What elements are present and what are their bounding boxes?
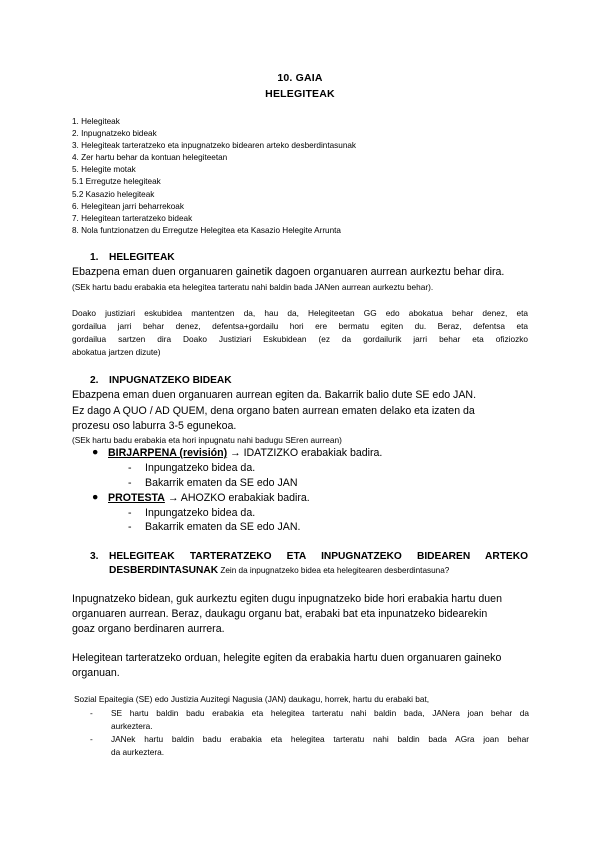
dash-item-line: SE hartu baldin badu erabakia eta helegitea tarteratu nahi baldin bada, JANera joan behar da [111,708,529,718]
bullet-label: BIRJARPENA (revisión) [108,447,228,459]
paragraph-line: abokatua jartzen dizute) [72,347,161,357]
paragraph-line: Doako justiziari eskubidea mantentzen da, hau da, Helegiteetan GG edo abokatua behar denez, eta [72,308,528,318]
document-title: HELEGITEAK [265,88,335,100]
paragraph-line: organuan. [72,667,120,679]
document-title-number: 10. GAIA [277,72,323,84]
section-title: DESBERDINTASUNAK [109,565,219,576]
dash-item [111,707,529,732]
section-heading-desberdintasunak [90,550,528,578]
paragraph: prozesu oso laburra 3-5 egunekoa. [72,420,237,432]
paragraph-line: gordailua sartzen dira Doako Justiziari Eskubidean (ez da gordailurik jarri behar eta ofiziozko [72,334,528,344]
toc-item: 2. Inpugnatzeko bideak [72,129,157,139]
dash-item-line: aurkeztera. [111,720,153,731]
paragraph: Ebazpena eman duen organuaren gainetik dagoen organuaren aurrean aurkeztu behar dira. [72,266,505,278]
toc-item: 5. Helegite motak [72,165,136,175]
toc-item: 1. Helegiteak [72,117,120,126]
sub-item: Inpungatzeko bidea da. [145,507,256,519]
toc-item: 5.2 Kasazio helegiteak [72,189,155,199]
dash-item-line: JANek hartu baldin badu erabakia eta helegitea tarteratu nahi baldin bada AGra joan behar [111,734,529,744]
sub-item: Inpungatzeko bidea da. [145,462,256,474]
bullet-label: PROTESTA [108,492,165,504]
toc-item: 6. Helegitean jarri beharrekoak [72,201,184,211]
dash-icon: - [90,734,93,744]
dash-icon: - [128,477,132,489]
dash-icon: - [128,507,132,519]
section-title-line [90,550,528,564]
toc-item: 5.1 Erregutze helegiteak [72,177,161,187]
paragraph-note: (SEk hartu badu erabakia eta hori inpugnatu nahi badugu SEren aurrean) [72,435,342,445]
paragraph-justified [72,307,528,359]
bullet-item-birjarpena [108,447,382,459]
bullet-dot-icon: ● [92,446,99,458]
dash-item [111,733,529,758]
section-title-line [90,564,528,578]
bullet-dot-icon: ● [92,491,99,503]
dash-item-line: da aurkeztera. [111,746,165,757]
toc-item: 7. Helegitean tarteratzeko bideak [72,213,193,223]
toc-item: 3. Helegiteak tarteratzeko eta inpugnatzeko bidearen arteko desberdintasunak [72,141,357,151]
section-title: HELEGITEAK TARTERATZEKO ETA INPUGNATZEKO BIDEAREN ARTEKO [109,551,528,562]
bullet-item-protesta [108,492,310,504]
section-question: Zein da inpugnatzeko bidea eta helegitearen desberdintasuna? [218,566,450,575]
paragraph-line: gordailua jarri behar denez, defentsa+gordailu hori ere bermatu egiten du. Beraz, defentsa eta [72,321,528,331]
paragraph-line: goaz organo berdinaren aurrera. [72,623,225,635]
bullet-text: → IDATZIZKO erabakiak badira. [227,447,383,459]
paragraph: Sozial Epaitegia (SE) edo Justizia Auzitegi Nagusia (JAN) daukagu, horrek, hartu du erabaki bat, [74,694,430,704]
dash-icon: - [128,462,132,474]
section-title: HELEGITEAK [109,252,175,263]
paragraph: Ebazpena eman duen organuaren aurrean egiten da. Bakarrik balio dute SE edo JAN. [72,389,477,401]
toc-item: 4. Zer hartu behar da kontuan helegiteetan [72,153,228,163]
paragraph-line: Inpugnatzeko bidean, guk aurkeztu egiten dugu inpugnatzeko bide hori erabakia hartu duen [72,593,502,605]
section-number: 3. [90,551,99,562]
paragraph-line: Helegitean tarteratzeko orduan, helegite egiten da erabakia hartu duen organuaren gaineko [72,652,502,664]
section-number: 1. [90,252,99,263]
paragraph [72,592,502,637]
sub-item: Bakarrik ematen da SE edo JAN [145,477,298,489]
table-of-contents [72,116,356,237]
section-heading-helegiteak [90,252,175,263]
paragraph-line: organuaren aurrean. Beraz, daukagu organu bat, erabaki bat eta inpunatzeko bidearekin [72,608,488,620]
paragraph [72,651,501,681]
section-title: INPUGNATZEKO BIDEAK [109,375,232,386]
dash-icon: - [128,521,132,533]
section-number: 2. [90,375,99,386]
paragraph-note: (SEk hartu badu erabakia eta helegitea tarteratu nahi baldin bada JANen aurrean aurkeztu behar). [72,282,434,292]
dash-icon: - [90,708,93,718]
paragraph: Ez dago A QUO / AD QUEM, dena organo baten aurrean ematen delako eta izaten da [72,405,475,417]
sub-item: Bakarrik ematen da SE edo JAN. [145,521,301,533]
bullet-text: → AHOZKO erabakiak badira. [164,492,310,504]
toc-item: 8. Nola funtzionatzen du Erregutze Helegitea eta Kasazio Helegite Arrunta [72,225,341,235]
section-heading-inpugnatzeko-bideak [90,375,232,386]
